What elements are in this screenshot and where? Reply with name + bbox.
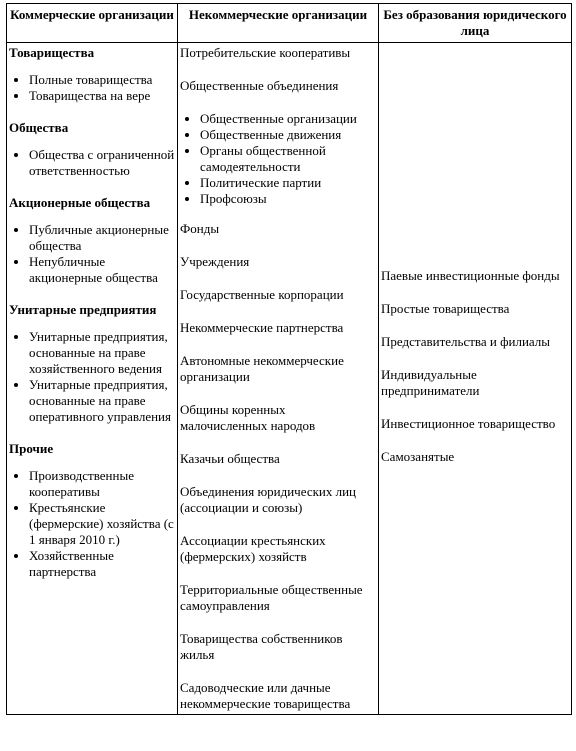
group-list xyxy=(9,329,175,425)
list-item: Инвестиционное товарищество xyxy=(381,416,556,431)
list-item: Ассоциации крестьянских (фермерских) хозяйств xyxy=(180,533,326,564)
group-list xyxy=(9,72,175,104)
list-item: Потребительские кооперативы xyxy=(180,45,351,60)
list-item: Товарищества собственников жилья xyxy=(180,631,343,662)
list-item: Некоммерческие партнерства xyxy=(180,320,344,335)
header-no-legal-entity: Без образования юридического лица xyxy=(379,4,572,43)
no-legal-entity-cell xyxy=(379,43,572,715)
content-row xyxy=(7,43,572,715)
list-item: Объединения юридических лиц (ассоциации и союзы) xyxy=(180,484,357,515)
list-item: • Политические партии xyxy=(200,175,376,191)
list-item: Казачьи общества xyxy=(180,451,280,466)
list-item: • Общества с ограниченной ответственностью xyxy=(29,147,175,179)
list-item: Фонды xyxy=(180,221,220,236)
group-title: Прочие xyxy=(9,441,54,456)
list-item: Простые товарищества xyxy=(381,301,510,316)
list-item: • Общественные движения xyxy=(200,127,376,143)
list-item: • Товарищества на вере xyxy=(29,88,175,104)
list-item: Самозанятые xyxy=(381,449,455,464)
list-item: • Унитарные предприятия, основанные на праве хозяйственного ведения xyxy=(29,329,175,377)
header-commercial: Коммерческие организации xyxy=(7,4,178,43)
header-row xyxy=(7,4,572,43)
list-item: • Полные товарищества xyxy=(29,72,175,88)
group-title: Общества xyxy=(9,120,69,135)
list-item: Территориальные общественные самоуправления xyxy=(180,582,363,613)
list-item: Паевые инвестиционные фонды xyxy=(381,268,560,283)
group-list xyxy=(9,222,175,286)
group-title: Акционерные общества xyxy=(9,195,151,210)
list-item: Индивидуальные предприниматели xyxy=(381,367,480,398)
group-title: Товарищества xyxy=(9,45,95,60)
commercial-cell xyxy=(7,43,178,715)
list-item: Учреждения xyxy=(180,254,250,269)
sub-list xyxy=(180,111,376,207)
group-list xyxy=(9,468,175,580)
list-item: Автономные некоммерческие организации xyxy=(180,353,344,384)
list-item: • Производственные кооперативы xyxy=(29,468,175,500)
list-item: Общины коренных малочисленных народов xyxy=(180,402,316,433)
list-item: • Публичные акционерные общества xyxy=(29,222,175,254)
list-item: • Общественные организации xyxy=(200,111,376,127)
list-item: • Профсоюзы xyxy=(200,191,376,207)
group-list xyxy=(9,147,175,179)
list-item: • Крестьянские (фермерские) хозяйства (с 1 января 2010 г.) xyxy=(29,500,175,548)
list-item: • Непубличные акционерные общества xyxy=(29,254,175,286)
list-item: Садоводческие или дачные некоммерческие товарищества xyxy=(180,680,351,711)
spacer xyxy=(381,43,569,268)
list-item: • Органы общественной самодеятельности xyxy=(200,143,376,175)
list-item: Государственные корпорации xyxy=(180,287,344,302)
noncommercial-cell xyxy=(178,43,379,715)
organizations-table xyxy=(6,3,572,715)
list-item: Представительства и филиалы xyxy=(381,334,551,349)
list-item: • Хозяйственные партнерства xyxy=(29,548,175,580)
list-item: • Унитарные предприятия, основанные на праве оперативного управления xyxy=(29,377,175,425)
group-title: Унитарные предприятия xyxy=(9,302,157,317)
header-noncommercial: Некоммерческие организации xyxy=(178,4,379,43)
list-item: Общественные объединения xyxy=(180,78,339,93)
